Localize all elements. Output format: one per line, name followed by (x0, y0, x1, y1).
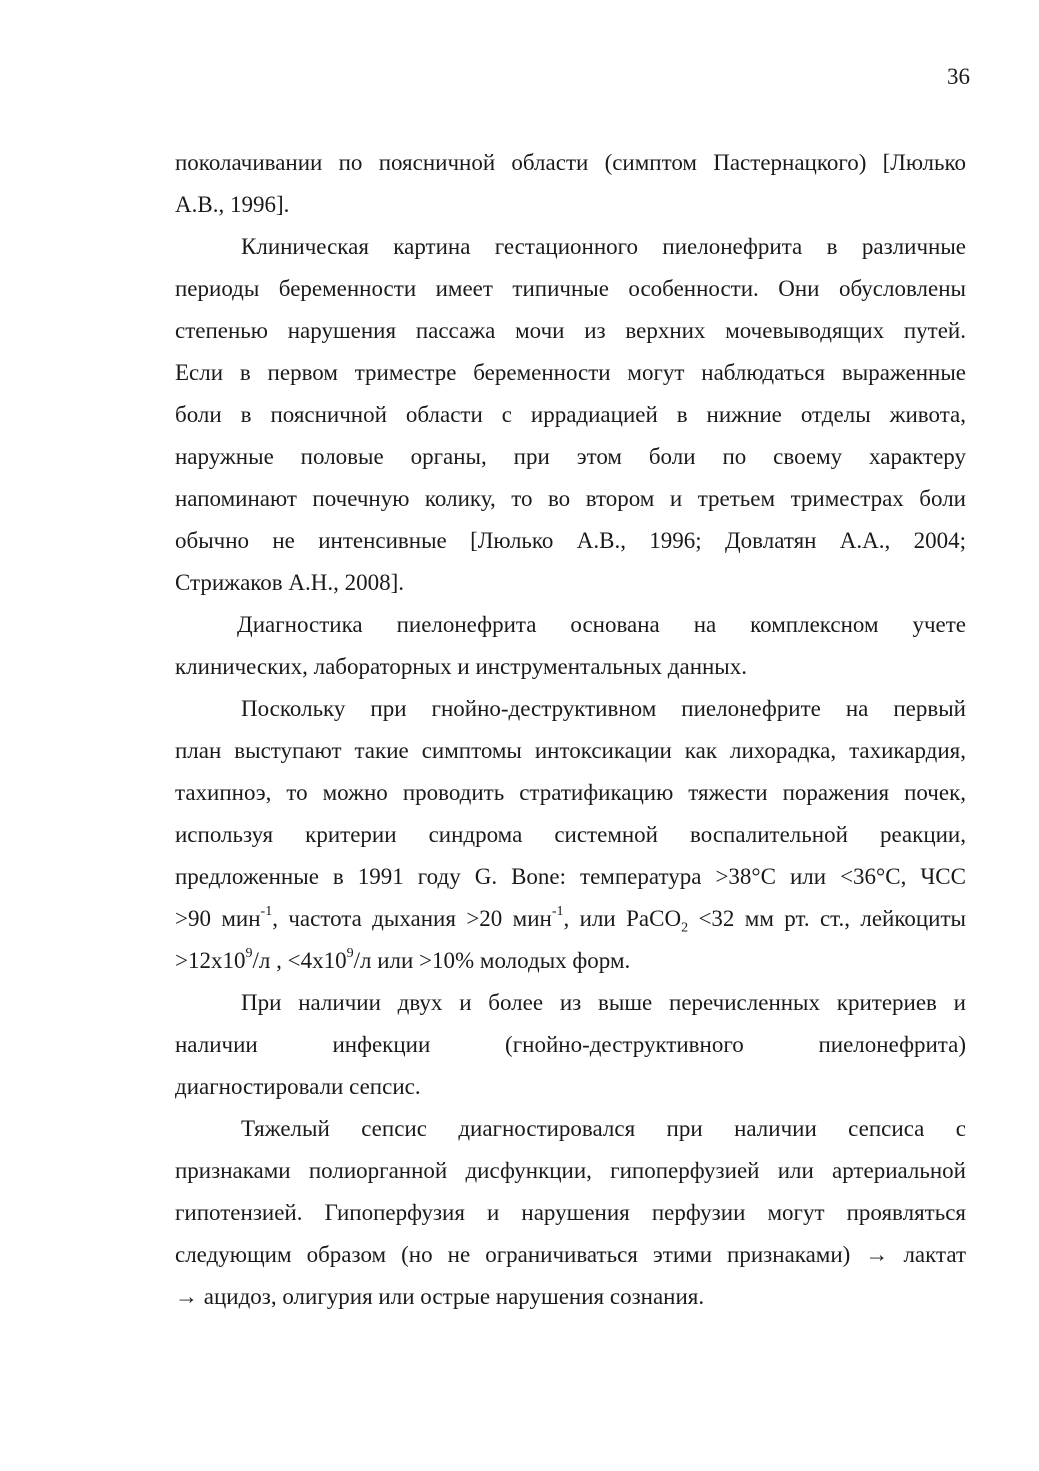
text-line: признаками полиорганной дисфункции, гипоперфузией или артериальной (175, 1158, 966, 1183)
text-line: используя критерии синдрома системной воспалительной реакции, (175, 822, 966, 847)
text-fragment: /л , <4x10 (252, 948, 347, 973)
paragraph-diagnostics (175, 604, 966, 688)
superscript: -1 (260, 904, 273, 920)
text-fragment: /л или >10% молодых форм. (353, 948, 631, 973)
superscript: -1 (551, 904, 564, 920)
text-line: А.В., 1996]. (175, 192, 290, 217)
text-line: клинических, лабораторных и инструментальных данных. (175, 654, 748, 679)
superscript: 9 (346, 946, 354, 962)
text-line: предложенные в 1991 году G. Bone: температура >38°С или <36°С, ЧСС (175, 864, 966, 889)
text-line: степенью нарушения пассажа мочи из верхних мочевыводящих путей. (175, 318, 966, 343)
text-line: поколачивании по поясничной области (симптом Пастернацкого) [Люлько (175, 150, 966, 175)
text-fragment: >12x10 (175, 948, 246, 973)
text-line: наличии инфекции (гнойно-деструктивного пиелонефрита) (175, 1032, 966, 1057)
text-fragment: <32 мм рт. ст., лейкоциты (688, 906, 966, 931)
text-line: обычно не интенсивные [Люлько А.В., 1996; Довлатян А.А., 2004; (175, 528, 966, 553)
text-line: Поскольку при гнойно-деструктивном пиелонефрите на первый (241, 696, 966, 721)
text-line: Клиническая картина гестационного пиелонефрита в различные (241, 234, 966, 259)
superscript: 9 (245, 946, 253, 962)
text-line: следующим образом (но не ограничиваться этими признаками) → лактат (175, 1242, 966, 1267)
text-line: план выступают такие симптомы интоксикации как лихорадка, тахикардия, (175, 738, 966, 763)
text-line: наружные половые органы, при этом боли по своему характеру (175, 444, 966, 469)
text-fragment: >90 мин (175, 906, 261, 931)
text-line: периоды беременности имеет типичные особенности. Они обусловлены (175, 276, 966, 301)
text-line: → ацидоз, олигурия или острые нарушения сознания. (175, 1284, 705, 1309)
text-line: При наличии двух и более из выше перечисленных критериев и (241, 990, 966, 1015)
subscript: 2 (681, 920, 689, 936)
text-line: Диагностика пиелонефрита основана на комплексном учете (237, 612, 966, 637)
text-fragment: , частота дыхания >20 мин (272, 906, 552, 931)
text-line: диагностировали сепсис. (175, 1074, 421, 1099)
paragraph-pasternatsky (175, 142, 966, 226)
paragraph-sepsis (175, 982, 966, 1108)
paragraph-clinical-picture (175, 226, 966, 604)
text-line-formula (175, 898, 966, 940)
text-fragment: , или PaCO (563, 906, 682, 931)
page-number: 36 (947, 64, 970, 89)
text-line: Стрижаков А.Н., 2008]. (175, 570, 405, 595)
document-body (175, 142, 966, 1318)
text-line: напоминают почечную колику, то во втором и третьем триместрах боли (175, 486, 966, 511)
text-line: боли в поясничной области с иррадиацией в нижние отделы живота, (175, 402, 966, 427)
text-line-formula (175, 940, 966, 982)
text-line: тахипноэ, то можно проводить стратификацию тяжести поражения почек, (175, 780, 966, 805)
text-line: гипотензией. Гипоперфузия и нарушения перфузии могут проявляться (175, 1200, 966, 1225)
text-line: Если в первом триместре беременности могут наблюдаться выраженные (175, 360, 966, 385)
paragraph-severe-sepsis (175, 1108, 966, 1318)
text-line: Тяжелый сепсис диагностировался при наличии сепсиса с (241, 1116, 966, 1141)
paragraph-sirs-criteria (175, 688, 966, 982)
